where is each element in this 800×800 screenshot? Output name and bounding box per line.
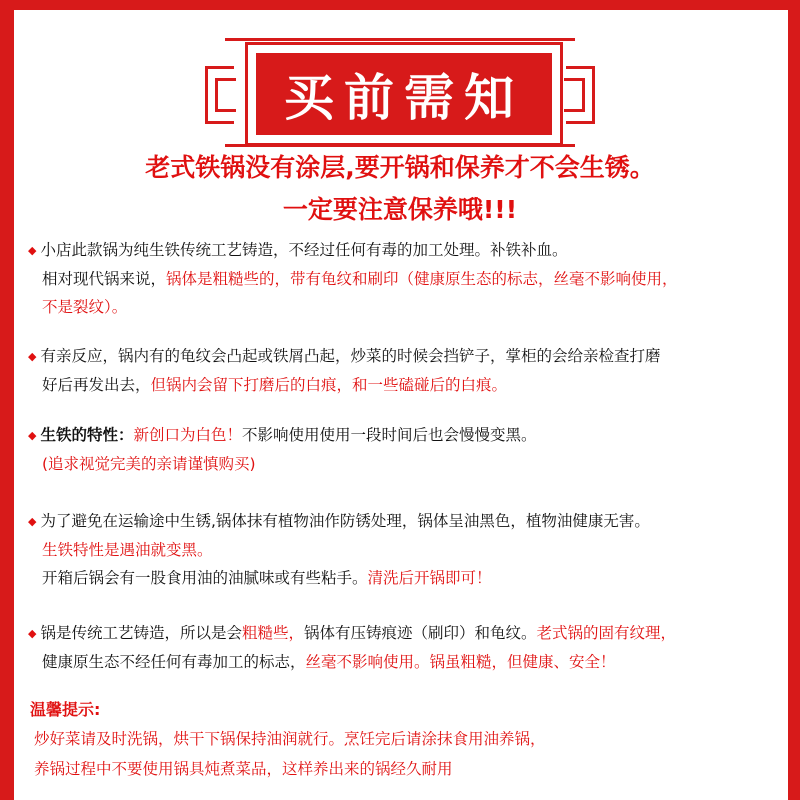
- p1-line2-b: 锅体是粗糙些的，带有龟纹和刷印（健康原生态的标志，丝毫不影响使用，: [166, 269, 678, 288]
- bullet-icon: ◆: [28, 349, 37, 363]
- p1-line3: 不是裂纹）。: [42, 297, 128, 316]
- banner-top-line: [225, 38, 575, 41]
- p5-line1-c: 锅体有压铸痕迹（刷印）和龟纹。: [304, 624, 537, 642]
- p3-line1-b: 新创口为白色！: [133, 426, 242, 444]
- banner-fill: [256, 53, 552, 135]
- p5-line2-a: 健康原生态不经任何有毒加工的标志，: [42, 652, 306, 671]
- notice-paragraph-2: [28, 342, 783, 399]
- page-title: 买前需知: [284, 69, 524, 127]
- notice-paragraph-4: [28, 507, 783, 592]
- banner-left-ornament-inner: [215, 78, 236, 112]
- p3-line1-c: 不影响使用使用一段时间后也会慢慢变黑。: [242, 426, 537, 444]
- tips-title: 温馨提示:: [30, 700, 101, 719]
- p4-line3-a: 开箱后锅会有一股食用油的油腻味或有些粘手。: [42, 568, 368, 587]
- tips-line2: 养锅过程中不要使用锅具炖煮菜品，这样养出来的锅经久耐用: [34, 760, 453, 778]
- title-banner: [205, 28, 595, 156]
- p4-line2: 生铁特性是遇油就变黑。: [42, 540, 213, 559]
- bullet-icon: ◆: [28, 626, 37, 640]
- p3-line1-a: 生铁的特性：: [40, 426, 134, 444]
- bullet-icon: ◆: [28, 428, 37, 442]
- headline-1: 老式铁锅没有涂层,要开锅和保养才不会生锈。: [145, 153, 655, 182]
- p2-line2-b: 但锅内会留下打磨后的白痕，和一些磕碰后的白痕。: [150, 375, 508, 394]
- p2-line2-a: 好后再发出去，: [42, 375, 151, 394]
- p5-line1-b: 粗糙些，: [241, 624, 304, 642]
- banner-box: [245, 42, 563, 146]
- banner-right-ornament-inner: [564, 78, 585, 112]
- notice-paragraph-5: [28, 619, 783, 676]
- p3-line2: (追求视觉完美的亲请谨慎购买): [42, 454, 256, 473]
- tips-body: [34, 724, 784, 784]
- bullet-icon: ◆: [28, 514, 37, 528]
- headline-2: 一定要注意保养哦!!!: [282, 195, 518, 224]
- p5-line1-a: 锅是传统工艺铸造，所以是会: [40, 624, 242, 642]
- p1-line1: 小店此款锅为纯生铁传统工艺铸造，不经过任何有毒的加工处理。补铁补血。: [40, 241, 568, 259]
- notice-paragraph-1: [28, 236, 783, 321]
- p5-line1-d: 老式锅的固有纹理，: [536, 624, 677, 642]
- tips-line1: 炒好菜请及时洗锅，烘干下锅保持油润就行。烹饪完后请涂抹食用油养锅，: [34, 730, 546, 748]
- notice-paragraph-3: [28, 421, 783, 478]
- p2-line1: 有亲反应，锅内有的龟纹会凸起或铁屑凸起，炒菜的时候会挡铲子，掌柜的会给亲检查打磨: [40, 347, 661, 365]
- p1-line2-a: 相对现代锅来说，: [42, 269, 167, 288]
- p4-line1: 为了避免在运输途中生锈,锅体抹有植物油作防锈处理，锅体呈油黑色，植物油健康无害。: [40, 512, 650, 530]
- p5-line2-b: 丝毫不影响使用。锅虽粗糙，但健康、安全！: [305, 652, 616, 671]
- p4-line3-b: 清洗后开锅即可！: [367, 568, 492, 587]
- bullet-icon: ◆: [28, 243, 37, 257]
